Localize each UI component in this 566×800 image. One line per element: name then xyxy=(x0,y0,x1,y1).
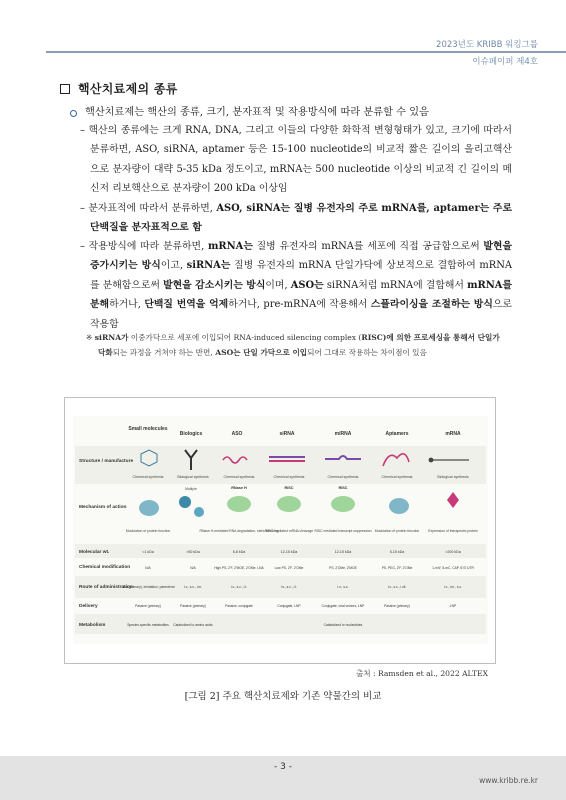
section-title xyxy=(60,80,178,97)
col-biologics: Biologics xyxy=(179,431,203,437)
svg-text:Oral (primary), inhalation, pa: Oral (primary), inhalation, parenteral xyxy=(121,585,175,589)
svg-text:PS, 2'OMe, 2'MOE: PS, 2'OMe, 2'MOE xyxy=(329,566,357,570)
row-chem: Chemical modification xyxy=(79,565,131,570)
svg-text:RISC mediated transcript suppr: RISC mediated transcript suppression xyxy=(314,529,372,533)
svg-text:12-15 kDa: 12-15 kDa xyxy=(334,550,352,554)
row-mechanism: Mechanism of action xyxy=(79,505,127,510)
risc-sirna-icon xyxy=(277,496,301,512)
col-sirna: siRNA xyxy=(279,431,295,437)
svg-text:Chemical synthesis: Chemical synthesis xyxy=(132,475,164,479)
svg-text:RNase H-mediated RNA degradati: RNase H-mediated RNA degradation, steric blocking xyxy=(199,529,279,533)
svg-text:Expression of therapeutic prot: Expression of therapeutic protein xyxy=(428,529,478,533)
svg-text:1-mΨ, 5-mC, CAP, 5'/3' UTR: 1-mΨ, 5-mC, CAP, 5'/3' UTR xyxy=(432,566,474,570)
figure-source: 출처 : Ramsden et al., 2022 ALTEX xyxy=(355,669,488,678)
svg-text:Modulation of protein function: Modulation of protein function xyxy=(125,529,171,533)
bullet-item xyxy=(70,106,540,120)
paragraph-mechanism: – 작용방식에 따라 분류하면, mRNA는 질병 유전자의 mRNA를 세포에 직접 공급함으로써 발현을 증가시키는 방식이고, siRNA는 질병 유전자의 mRNA 단일가닥에 상보적으로 결합하여 mRNA를 분해함으로써 발현을 감소시키는 방식이며, ASO는 siRNA처럼 mRNA에 결합해서 mRNA를 분해하거나, 단백질 번역을 억제하거나, pre-mRNA에 작용해서 스플라이싱을 조절하는 방식으로 작용함 xyxy=(80,241,512,330)
header-series: 2023년도 KRIBB 워킹그룹 xyxy=(436,40,538,50)
figure-caption: [그림 2] 주요 핵산치료제와 기존 약물간의 비교 xyxy=(184,691,382,702)
svg-text:5-8 kDa: 5-8 kDa xyxy=(232,550,246,554)
svg-text:<1 kDa: <1 kDa xyxy=(142,550,154,554)
row-molwt: Molecular wt. xyxy=(79,550,110,555)
mrna-cap-icon xyxy=(429,458,434,463)
col-small-molecules: Small molecules xyxy=(128,426,168,432)
section-title-text: 핵산치료제의 종류 xyxy=(78,82,178,96)
svg-text:N/A: N/A xyxy=(145,566,151,570)
page-number: - 3 - xyxy=(274,762,292,772)
svg-text:Chemical synthesis: Chemical synthesis xyxy=(381,475,413,479)
svg-text:Chemical synthesis: Chemical synthesis xyxy=(223,475,255,479)
svg-text:Species-specific metabolites: Species-specific metabolites xyxy=(127,623,169,627)
svg-text:High PS, 2'F, 2'MOE, 2'OMe, LN: High PS, 2'F, 2'MOE, 2'OMe, LNA xyxy=(214,566,264,570)
svg-text:PS, PEG, 2'F, 2'OMe: PS, PEG, 2'F, 2'OMe xyxy=(381,566,413,570)
row-delivery: Delivery xyxy=(79,604,98,609)
header-issue: 이슈페이퍼 제4호 xyxy=(472,57,538,67)
svg-text:Passive (primary): Passive (primary) xyxy=(384,604,410,608)
svg-text:Biological synthesis: Biological synthesis xyxy=(177,475,209,479)
figure-frame xyxy=(64,397,496,664)
svg-text:i.v., s.c., i.t.: i.v., s.c., i.t. xyxy=(230,585,248,589)
svg-text:>200 kDa: >200 kDa xyxy=(445,550,461,554)
svg-text:i.v., s.c., i.vit.: i.v., s.c., i.vit. xyxy=(387,585,407,589)
footnote: ※ siRNA가 이중가닥으로 세포에 이입되어 RNA-induced silencing complex (RISC)에 의한 프로세싱을 통해서 단일가닥화되는 과정을 거쳐야 하는 반면, ASO는 단일 가닥으로 이입되어 그대로 작용하는 차이점이 있음 xyxy=(86,333,500,357)
square-bullet-icon xyxy=(60,84,70,94)
svg-text:Biological synthesis: Biological synthesis xyxy=(437,475,469,479)
figure-image xyxy=(73,416,488,644)
immune-cell-icon xyxy=(179,496,191,508)
protein-target-icon xyxy=(139,500,159,516)
svg-text:Chemical synthesis: Chemical synthesis xyxy=(327,475,359,479)
col-aptamers: Aptamers xyxy=(385,431,409,437)
svg-text:RISC mediated mRNA cleavage: RISC mediated mRNA cleavage xyxy=(264,529,314,533)
comparison-table-figure xyxy=(73,416,488,644)
col-mirna: miRNA xyxy=(334,431,352,437)
svg-text:Multiple: Multiple xyxy=(185,487,197,491)
svg-text:i.v., s.c.: i.v., s.c. xyxy=(337,585,349,589)
svg-text:RISC: RISC xyxy=(338,486,348,490)
therapeutic-protein-icon xyxy=(447,492,459,508)
col-aso: ASO xyxy=(231,431,243,437)
svg-text:Chemical synthesis: Chemical synthesis xyxy=(273,475,305,479)
aptamer-target-icon xyxy=(389,498,409,514)
row-structure: Structure / manufacture xyxy=(79,459,134,464)
footer-website: www.kribb.re.kr xyxy=(479,776,538,785)
svg-text:Conjugate, viral vectors, LNP: Conjugate, viral vectors, LNP xyxy=(321,604,365,608)
svg-text:>50 kDa: >50 kDa xyxy=(186,550,200,554)
svg-text:Catabolized to amino acids: Catabolized to amino acids xyxy=(173,623,213,627)
rnase-h-icon xyxy=(227,496,251,512)
svg-text:N/A: N/A xyxy=(190,566,196,570)
svg-text:Passive (primary): Passive (primary) xyxy=(180,604,206,608)
svg-text:i.v., s.c., i.t.: i.v., s.c., i.t. xyxy=(280,585,298,589)
svg-text:Low PS, 2'F, 2'OMe: Low PS, 2'F, 2'OMe xyxy=(274,566,304,570)
circle-bullet-icon xyxy=(70,110,77,117)
svg-text:i.v., i.m., s.c.: i.v., i.m., s.c. xyxy=(443,585,463,589)
paragraph-target: – 분자표적에 따라서 분류하면, ASO, siRNA는 질병 유전자의 주로 mRNA를, aptamer는 주로 단백질을 분자표적으로 함 xyxy=(80,203,513,234)
svg-text:Passive, conjugate: Passive, conjugate xyxy=(225,604,253,608)
receptor-cell-icon xyxy=(194,507,204,517)
col-mrna: mRNA xyxy=(445,431,461,437)
risc-mirna-icon xyxy=(331,496,355,512)
svg-text:Catabolized to nucleotides: Catabolized to nucleotides xyxy=(323,623,363,627)
svg-text:5-15 kDa: 5-15 kDa xyxy=(389,550,405,554)
paragraph-type-size: – 핵산의 종류에는 크게 RNA, DNA, 그리고 이들의 다양한 화학적 변형형태가 있고, 크기에 따라서 분류하면, ASO, siRNA, aptamer 등은 15-100 nucleotide의 비교적 짧은 길이의 올리고핵산으로 분자량이 대략 5-35 kDa 정도이고, mRNA는 500 nucleotide 이상의 비교적 긴 길이의 메신저 리보핵산으로 분자량이 200 kDa 이상임 xyxy=(80,125,512,195)
svg-text:Conjugate, LNP: Conjugate, LNP xyxy=(277,604,301,608)
row-metabolism: Metabolism xyxy=(79,623,106,628)
svg-text:Passive (primary): Passive (primary) xyxy=(135,604,161,608)
header-rule xyxy=(46,51,566,53)
svg-text:i.v., s.c., i.m.: i.v., s.c., i.m. xyxy=(183,585,203,589)
svg-text:LNP: LNP xyxy=(449,604,457,608)
svg-text:RISC: RISC xyxy=(284,486,294,490)
svg-text:Modulation of protein function: Modulation of protein function xyxy=(374,529,420,533)
svg-text:RNase H: RNase H xyxy=(231,486,247,490)
bullet-text: 핵산치료제는 핵산의 종류, 크기, 분자표적 및 작용방식에 따라 분류할 수 있음 xyxy=(85,107,429,118)
svg-text:12-15 kDa: 12-15 kDa xyxy=(280,550,298,554)
row-route: Route of administration xyxy=(79,585,133,590)
